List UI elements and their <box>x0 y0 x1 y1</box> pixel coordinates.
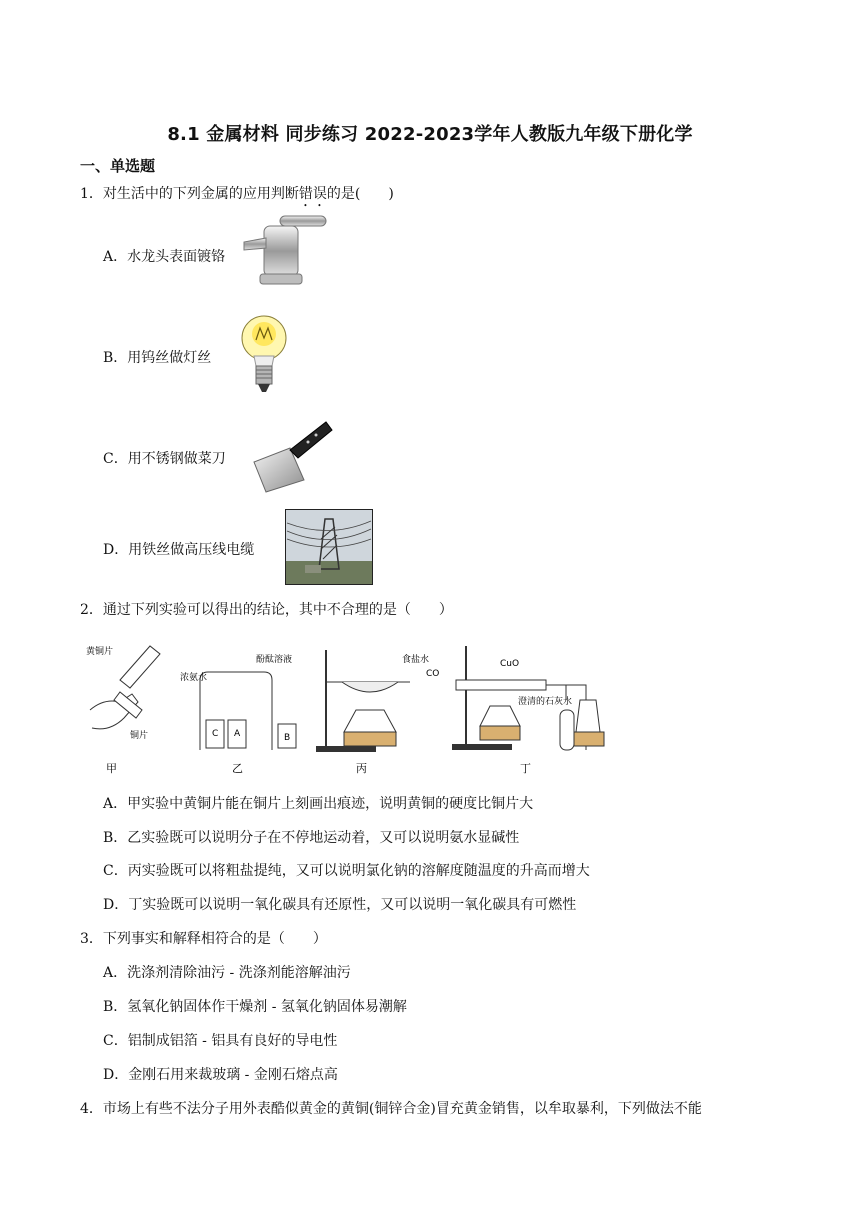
label-cuo: CuO <box>500 659 520 669</box>
question-1-stem <box>80 183 394 210</box>
label-phenolphthalein: 酚酞溶液 <box>256 655 293 665</box>
label-ammonia: 浓氨水 <box>180 673 208 683</box>
q2-option-b: B．乙实验既可以说明分子在不停地运动着，又可以说明氨水显碱性 <box>103 830 520 846</box>
stem-text: 对生活中的下列金属的应用判断 <box>102 186 299 202</box>
label-beaker-c: C <box>212 729 219 739</box>
caption-ding: 丁 <box>520 762 531 775</box>
q3-option-a: A．洗涤剂清除油污 - 洗涤剂能溶解油污 <box>103 965 351 981</box>
experiment-figure <box>80 640 740 780</box>
emphasized-text: 错误 <box>298 186 327 202</box>
label-limewater: 澄清的石灰水 <box>518 697 573 707</box>
faucet-image <box>240 212 348 288</box>
section-heading: 一、单选题 <box>80 157 156 175</box>
light-bulb-image <box>236 312 292 394</box>
q2-option-d: D．丁实验既可以说明一氧化碳具有还原性，又可以说明一氧化碳具有可燃性 <box>103 897 577 913</box>
q1-option-b: B．用钨丝做灯丝 <box>103 350 212 366</box>
stem-text: 的是( ) <box>326 186 394 202</box>
label-co: CO <box>426 669 440 679</box>
q3-option-b: B．氢氧化钠固体作干燥剂 - 氢氧化钠固体易潮解 <box>103 999 407 1015</box>
question-2-stem: 2．通过下列实验可以得出的结论，其中不合理的是（ ） <box>80 602 453 618</box>
q2-option-c: C．丙实验既可以将粗盐提纯，又可以说明氯化钠的溶解度随温度的升高而增大 <box>103 863 590 879</box>
power-line-photo <box>285 509 373 585</box>
experiment-ding-diagram <box>426 646 604 750</box>
label-beaker-b: B <box>284 733 291 743</box>
q1-option-c: C．用不锈钢做菜刀 <box>103 451 226 467</box>
experiment-jia-diagram <box>86 645 160 741</box>
question-4-stem: 4．市场上有些不法分子用外表酷似黄金的黄铜(铜锌合金)冒充黄金销售，以牟取暴利，下列做法不能 <box>80 1101 702 1117</box>
caption-jia: 甲 <box>106 762 117 775</box>
q3-option-c: C．铝制成铝箔 - 铝具有良好的导电性 <box>103 1033 338 1049</box>
question-3-stem: 3．下列事实和解释相符合的是（ ） <box>80 931 327 947</box>
document-title: 8.1 金属材料 同步练习 2022-2023学年人教版九年级下册化学 <box>167 124 693 145</box>
q3-option-d: D．金刚石用来裁玻璃 - 金刚石熔点高 <box>103 1067 338 1083</box>
cleaver-knife-image <box>246 418 334 494</box>
experiment-yi-diagram <box>180 653 296 750</box>
experiment-bing-diagram <box>316 650 429 752</box>
q1-option-d: D．用铁丝做高压线电缆 <box>103 542 255 558</box>
q2-option-a: A．甲实验中黄铜片能在铜片上刻画出痕迹，说明黄铜的硬度比铜片大 <box>103 796 534 812</box>
label-salt-water: 食盐水 <box>402 655 430 665</box>
question-number: 1． <box>80 186 103 202</box>
q1-option-a: A．水龙头表面镀铬 <box>103 249 226 265</box>
label-brass: 黄铜片 <box>86 647 114 657</box>
caption-bing: 丙 <box>356 762 367 775</box>
caption-yi: 乙 <box>232 762 243 775</box>
label-copper: 铜片 <box>130 731 149 741</box>
label-beaker-a: A <box>234 729 241 739</box>
